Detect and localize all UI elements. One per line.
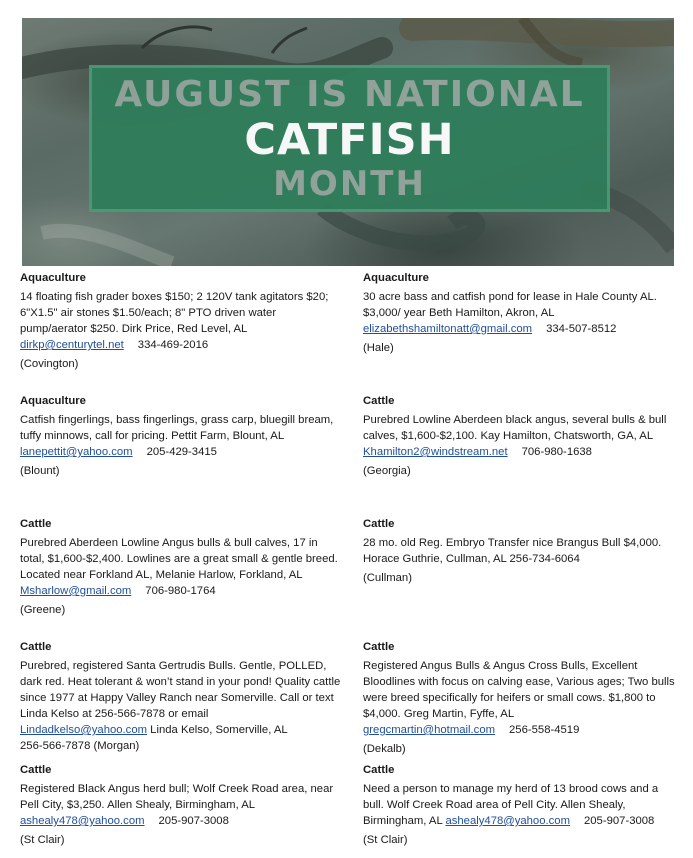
listing-email-link[interactable]: lanepettit@yahoo.com xyxy=(20,446,133,458)
listing xyxy=(20,639,342,754)
listing xyxy=(363,639,675,757)
listing-category: Cattle xyxy=(363,518,395,530)
banner-line-1: AUGUST IS NATIONAL xyxy=(114,73,585,115)
listing-county: (Dekalb) xyxy=(363,743,406,755)
listing-county: (Blount) xyxy=(20,465,60,477)
listing-category: Cattle xyxy=(363,764,395,776)
listing-email-link[interactable]: Khamilton2@windstream.net xyxy=(363,446,508,458)
listing-category: Cattle xyxy=(20,764,52,776)
listing-email-link[interactable]: dirkp@centurytel.net xyxy=(20,339,124,351)
listing-phone: 256-558-4519 xyxy=(509,724,580,736)
listing-phone-county: 256-566-7878 (Morgan) xyxy=(20,740,140,752)
listing-description: 14 floating fish grader boxes $150; 2 120V tank agitators $20; 6"X1.5" air stones $1.50/each; 8" PTO driven water pump/aerator $250. Dirk Price, Red Level, AL xyxy=(20,291,329,335)
catfish-month-banner xyxy=(22,18,674,266)
listing-county: (Hale) xyxy=(363,342,394,354)
listing-category: Cattle xyxy=(20,641,52,653)
listing xyxy=(363,393,675,479)
listing-county: (Covington) xyxy=(20,358,79,370)
listing-phone: 706-980-1764 xyxy=(145,585,216,597)
listing-county: (St Clair) xyxy=(363,834,408,846)
listing xyxy=(363,516,675,586)
listing-description: 28 mo. old Reg. Embryo Transfer nice Brangus Bull $4,000. Horace Guthrie, Cullman, AL 256-734-6064 xyxy=(363,537,662,565)
banner-line-3: MONTH xyxy=(273,163,426,204)
listing-description: Registered Angus Bulls & Angus Cross Bulls, Excellent Bloodlines with focus on calving ease, Various ages; Two bulls were breed specifically for heifers or small cows. $1,800 to $4,000. Greg Martin, Fyffe, AL xyxy=(363,660,675,720)
listing-description: Purebred, registered Santa Gertrudis Bulls. Gentle, POLLED, dark red. Heat tolerant & won’t stand in your pond! Quality cattle since 1977 at Happy Valley Ranch near Somerville. Call or text Linda Kelso at 256-566-7878 or email xyxy=(20,660,341,720)
listing-category: Cattle xyxy=(363,641,395,653)
listing-category: Cattle xyxy=(363,395,395,407)
listing-email-link[interactable]: elizabethshamiltonatt@gmail.com xyxy=(363,323,533,335)
listing-phone: 334-469-2016 xyxy=(137,339,209,351)
listing xyxy=(363,762,675,848)
listing-email-link[interactable]: ashealy478@yahoo.com xyxy=(20,815,145,827)
listing xyxy=(20,516,342,618)
listing-county: (Georgia) xyxy=(363,465,411,477)
listing-phone: 205-429-3415 xyxy=(146,446,217,458)
listing-email-link[interactable]: Msharlow@gmail.com xyxy=(20,585,132,597)
listing-category: Aquaculture xyxy=(363,272,429,284)
listing xyxy=(20,762,342,848)
listing xyxy=(20,270,342,372)
listing-description: Catfish fingerlings, bass fingerlings, grass carp, bluegill bream, tuffy minnows, call for pricing. Pettit Farm, Blount, AL xyxy=(20,414,334,442)
listing-description: Need a person to manage my herd of 13 brood cows and a bull. Wolf Creek Road area of Pell City. Allen Shealy, Birmingham, AL xyxy=(363,783,659,827)
listing-email-link[interactable]: Lindadkelso@yahoo.com xyxy=(20,724,148,736)
listing-description: Purebred Aberdeen Lowline Angus bulls & bull calves, 17 in total, $1,600-$2,400. Lowlines are a great small & gentle breed. Located near Forkland AL, Melanie Harlow, Forkland, AL xyxy=(20,537,338,581)
listing-category: Aquaculture xyxy=(20,395,86,407)
listing-category: Cattle xyxy=(20,518,52,530)
listing-category: Aquaculture xyxy=(20,272,86,284)
listing-phone: 706-980-1638 xyxy=(521,446,592,458)
listing-phone: 205-907-3008 xyxy=(158,815,229,827)
listing xyxy=(20,393,342,479)
listing-county: (St Clair) xyxy=(20,834,65,846)
listing-county: (Greene) xyxy=(20,604,66,616)
listing-phone: 334-507-8512 xyxy=(546,323,617,335)
listing-email-link[interactable]: ashealy478@yahoo.com xyxy=(445,815,570,827)
listing-description: Purebred Lowline Aberdeen black angus, several bulls & bull calves, $1,600-$2,100. Kay Hamilton, Chatsworth, GA, AL xyxy=(363,414,667,442)
listing-description: 30 acre bass and catfish pond for lease in Hale County AL. $3,000/ year Beth Hamilton, Akron, AL xyxy=(363,291,657,319)
listing xyxy=(363,270,675,356)
banner-title-box xyxy=(89,65,610,212)
listing-county: (Cullman) xyxy=(363,572,412,584)
listing-phone: 205-907-3008 xyxy=(583,815,655,827)
listing-email-link[interactable]: gregcmartin@hotmail.com xyxy=(363,724,496,736)
listing-contact: Linda Kelso, Somerville, AL xyxy=(147,724,288,736)
banner-line-2: CATFISH xyxy=(244,114,455,165)
listing-description: Registered Black Angus herd bull; Wolf Creek Road area, near Pell City, $3,250. Allen Shealy, Birmingham, AL xyxy=(20,783,334,811)
